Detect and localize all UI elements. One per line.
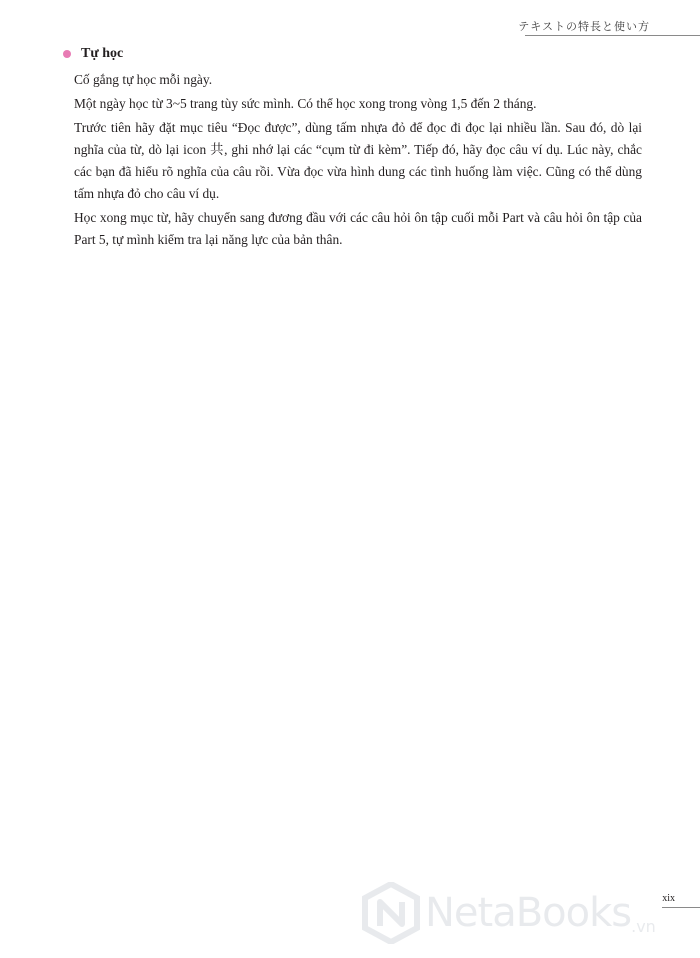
- header-divider: [525, 35, 700, 36]
- page-number: xix: [662, 893, 675, 904]
- netabooks-logo-icon: [361, 882, 421, 944]
- paragraph: Trước tiên hãy đặt mục tiêu “Đọc được”, dùng tấm nhựa đỏ để đọc đi đọc lại nhiều lần. Sau đó, dò lại nghĩa của từ, dò lại icon 共, ghi nhớ lại các “cụm từ đi kèm”. Tiếp đó, hãy đọc câu ví dụ. Lúc này, chắc các bạn đã hiểu rõ nghĩa của câu rồi. Vừa đọc vừa hình dung các tình huống làm việc. Cũng có thể dùng tấm nhựa đỏ cho câu ví dụ.: [74, 120, 642, 201]
- paragraph: Cố gắng tự học mỗi ngày.: [74, 72, 213, 87]
- paragraph: Học xong mục từ, hãy chuyển sang đương đầu với các câu hỏi ôn tập cuối mỗi Part và câu hỏi ôn tập của Part 5, tự mình kiểm tra lại năng lực của bản thân.: [74, 210, 642, 247]
- section-title: Tự học: [81, 46, 124, 61]
- paragraph: Một ngày học từ 3~5 trang tùy sức mình. Có thể học xong trong vòng 1,5 đến 2 tháng.: [74, 96, 537, 111]
- pink-dot-bullet-icon: [63, 50, 71, 58]
- running-header: テキストの特長と使い方: [518, 20, 650, 33]
- section-tu-hoc: [74, 46, 642, 253]
- section-heading: [63, 46, 642, 62]
- watermark-text: NetaBooks: [425, 890, 632, 936]
- watermark: [361, 882, 656, 944]
- watermark-suffix: .vn: [631, 917, 656, 936]
- footer-divider: [662, 907, 700, 908]
